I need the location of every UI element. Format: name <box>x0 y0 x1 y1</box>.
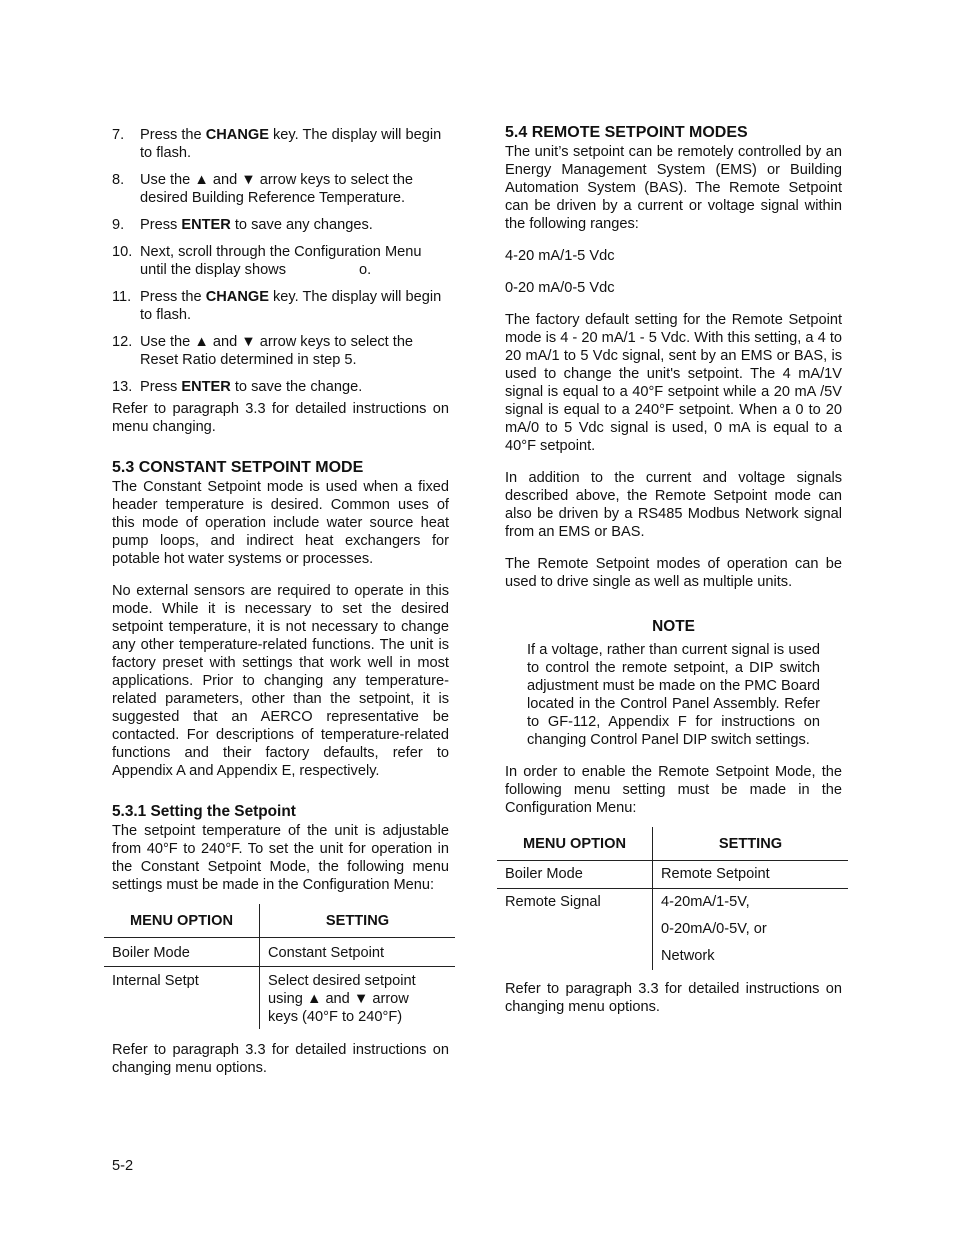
step-item: 10. Next, scroll through the Configuration Menu until the display shows o. <box>112 244 426 278</box>
left-column <box>112 118 449 1077</box>
page-number: 5-2 <box>112 1158 134 1174</box>
table-cell <box>653 889 849 971</box>
table-row <box>104 938 455 967</box>
table-cell: Remote Signal <box>497 889 653 971</box>
menu-settings-table <box>497 827 848 970</box>
table-row <box>497 889 848 971</box>
table-header: SETTING <box>653 827 849 861</box>
table-cell: Internal Setpt <box>104 967 260 1030</box>
step-item: 7. Press the CHANGE key. The display will begin to flash. <box>112 127 442 161</box>
body-paragraph: The setpoint temperature of the unit is adjustable from 40°F to 240°F. To set the unit for operation in the Constant Setpoint Mode, the following menu settings must be made in the Configuration Menu: <box>112 823 449 893</box>
table-cell: Remote Setpoint <box>653 861 849 889</box>
body-paragraph: In order to enable the Remote Setpoint Mode, the following menu setting must be made in the Configuration Menu: <box>505 764 842 816</box>
step-item: 12. Use the ▲ and ▼ arrow keys to select the Reset Ratio determined in step 5. <box>112 334 414 368</box>
step-item: 9. Press ENTER to save any changes. <box>112 217 373 233</box>
table-cell: Select desired setpoint using ▲ and ▼ arrow keys (40°F to 240°F) <box>260 967 456 1030</box>
signal-option: 0-20mA/0-5V, or <box>661 921 767 937</box>
step-item: 13. Press ENTER to save the change. <box>112 379 363 395</box>
table-cell: Boiler Mode <box>104 938 260 967</box>
table-header: MENU OPTION <box>523 835 626 852</box>
refer-paragraph: Refer to paragraph 3.3 for detailed instructions on changing menu options. <box>505 981 842 1015</box>
note-box <box>505 617 842 749</box>
right-column <box>505 118 842 1016</box>
subsection-heading: 5.3.1 Setting the Setpoint <box>112 803 296 820</box>
range-item: 4-20 mA/1-5 Vdc <box>505 248 615 264</box>
range-item: 0-20 mA/0-5 Vdc <box>505 280 615 296</box>
section-heading: 5.3 CONSTANT SETPOINT MODE <box>112 459 364 476</box>
table-header: MENU OPTION <box>130 912 233 929</box>
section-heading: 5.4 REMOTE SETPOINT MODES <box>505 124 748 141</box>
body-paragraph: The unit’s setpoint can be remotely controlled by an Energy Management System (EMS) or Building Automation System (BAS). The Remote Setpoint can be driven by a current or voltage signal within the following ranges: <box>505 144 842 232</box>
table-header: SETTING <box>260 904 456 938</box>
body-paragraph: The factory default setting for the Remote Setpoint mode is 4 - 20 mA/1 - 5 Vdc. With this setting, a 4 to 20 mA/1 to 5 Vdc signal, sent by an EMS or BAS, is used to change the unit's setpoint. The 4 mA/1V signal is equal to a 40°F setpoint while a 20 mA /5V signal is equal to a 240°F setpoint. When a 0 to 20 mA/0 to 5 Vdc signal is used, 0 mA is equal to a 40°F setpoint. <box>505 312 842 454</box>
body-paragraph: No external sensors are required to operate in this mode. While it is necessary to set the desired setpoint temperature, it is not necessary to change any other temperature-related functions. The unit is factory preset with settings that work well in most applications. Prior to changing any temperature-related parameters, other than the setpoint, it is suggested that an AERCO representative be contacted. For descriptions of temperature-related functions and their factory defaults, refer to Appendix A and Appendix E, respectively. <box>112 583 449 779</box>
table-cell: Boiler Mode <box>497 861 653 889</box>
table-row <box>497 861 848 889</box>
body-paragraph: The Remote Setpoint modes of operation can be used to drive single as well as multiple units. <box>505 556 842 590</box>
body-paragraph: The Constant Setpoint mode is used when a fixed header temperature is desired. Common uses of this mode of operation include water source heat pump loops, and indirect heat exchangers for potable hot water systems or processes. <box>112 479 449 567</box>
step-item: 8. Use the ▲ and ▼ arrow keys to select the desired Building Reference Temperature. <box>112 172 414 206</box>
step-item: 11. Press the CHANGE key. The display will begin to flash. <box>112 289 442 323</box>
signal-option: Network <box>661 948 715 964</box>
table-row <box>104 967 455 1030</box>
menu-settings-table <box>104 904 455 1029</box>
note-text: If a voltage, rather than current signal is used to control the remote setpoint, a DIP switch adjustment must be made on the PMC Board located in the Control Panel Assembly. Refer to GF-112, Appendix F for instructions on changing Control Panel DIP switch settings. <box>527 642 820 748</box>
refer-paragraph: Refer to paragraph 3.3 for detailed instructions on menu changing. <box>112 401 449 435</box>
signal-option: 4-20mA/1-5V, <box>661 894 750 910</box>
steps-list <box>112 126 449 396</box>
note-title: NOTE <box>652 618 695 635</box>
table-cell: Constant Setpoint <box>260 938 456 967</box>
refer-paragraph: Refer to paragraph 3.3 for detailed instructions on changing menu options. <box>112 1042 449 1076</box>
body-paragraph: In addition to the current and voltage signals described above, the Remote Setpoint mode can also be driven by a RS485 Modbus Network signal from an EMS or BAS. <box>505 470 842 540</box>
